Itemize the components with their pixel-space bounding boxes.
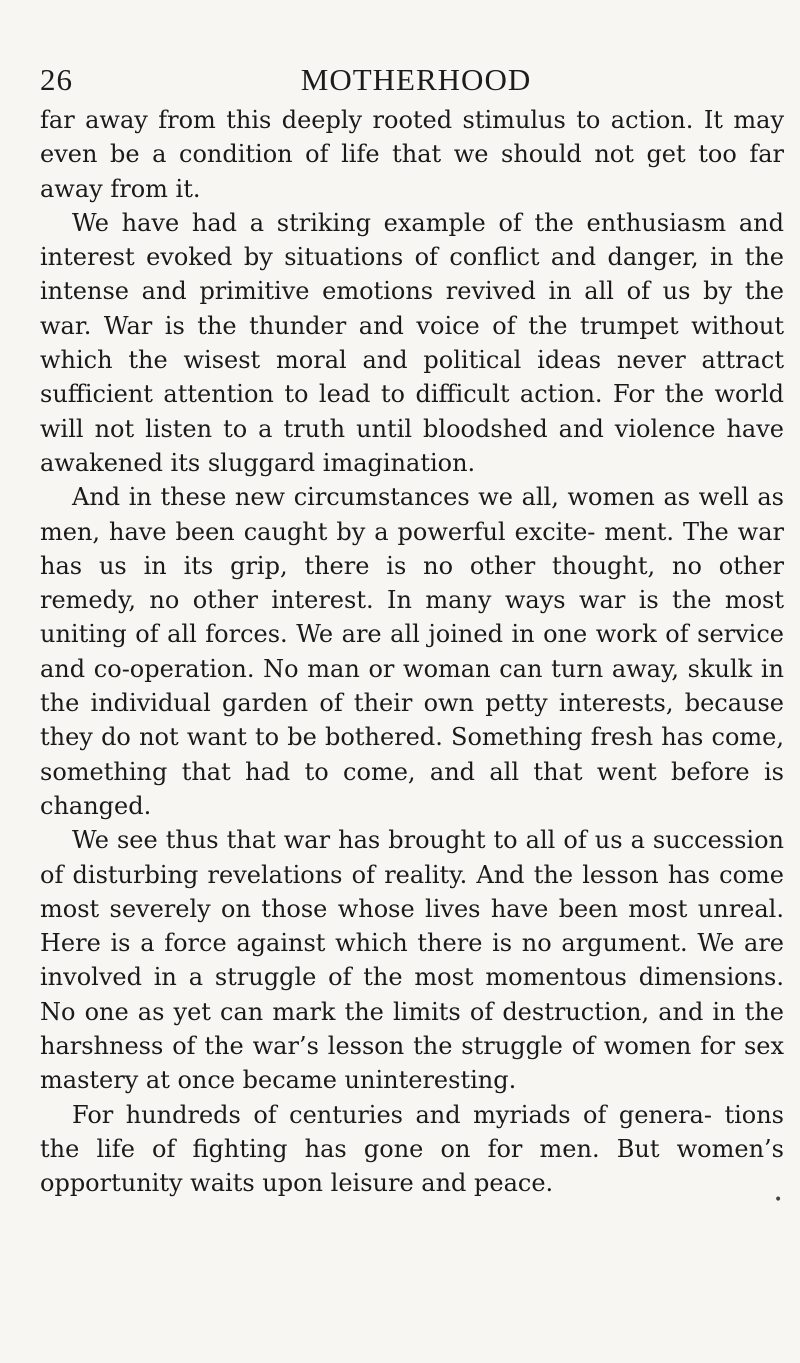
paragraph: And in these new circumstances we all, women as well as men, have been caught by a powerful excite- ment. The war has us in its grip, there is no other thought, no other remedy, no other interest. In many ways war is the most uniting of all forces. We are all joined in one work of service and co-operation. No man or woman can turn away, skulk in the individual garden of their own petty interests, because they do not want to be bothered. Something fresh has come, something that had to come, and all that went before is changed. — [40, 483, 784, 820]
body-text — [40, 103, 784, 1201]
book-page — [40, 60, 784, 1201]
page-number: 26 — [40, 62, 73, 97]
paragraph: For hundreds of centuries and myriads of genera- tions the life of fighting has gone on for men. But women’s opportunity waits upon leisure and peace. — [40, 1100, 784, 1198]
paragraph-continued: far away from this deeply rooted stimulus to action. It may even be a condition of life that we should not get too far away from it. — [40, 106, 784, 203]
running-head — [40, 60, 784, 102]
running-title: MOTHERHOOD — [300, 62, 532, 97]
stray-print-mark: • — [774, 1192, 783, 1208]
paragraph: We see thus that war has brought to all of us a succession of disturbing revelations of reality. And the lesson has come most severely on those whose lives have been most unreal. Here is a force against which there is no argument. We are involved in a struggle of the most momentous dimensions. No one as yet can mark the limits of destruction, and in the harshness of the war’s lesson the struggle of women for sex mastery at once became uninteresting. — [40, 826, 784, 1095]
paragraph: We have had a striking example of the enthusiasm and interest evoked by situations of conflict and danger, in the intense and primitive emotions revived in all of us by the war. War is the thunder and voice of the trumpet without which the wisest moral and political ideas never attract sufficient attention to lead to difficult action. For the world will not listen to a truth until bloodshed and violence have awakened its sluggard imagination. — [40, 208, 784, 477]
